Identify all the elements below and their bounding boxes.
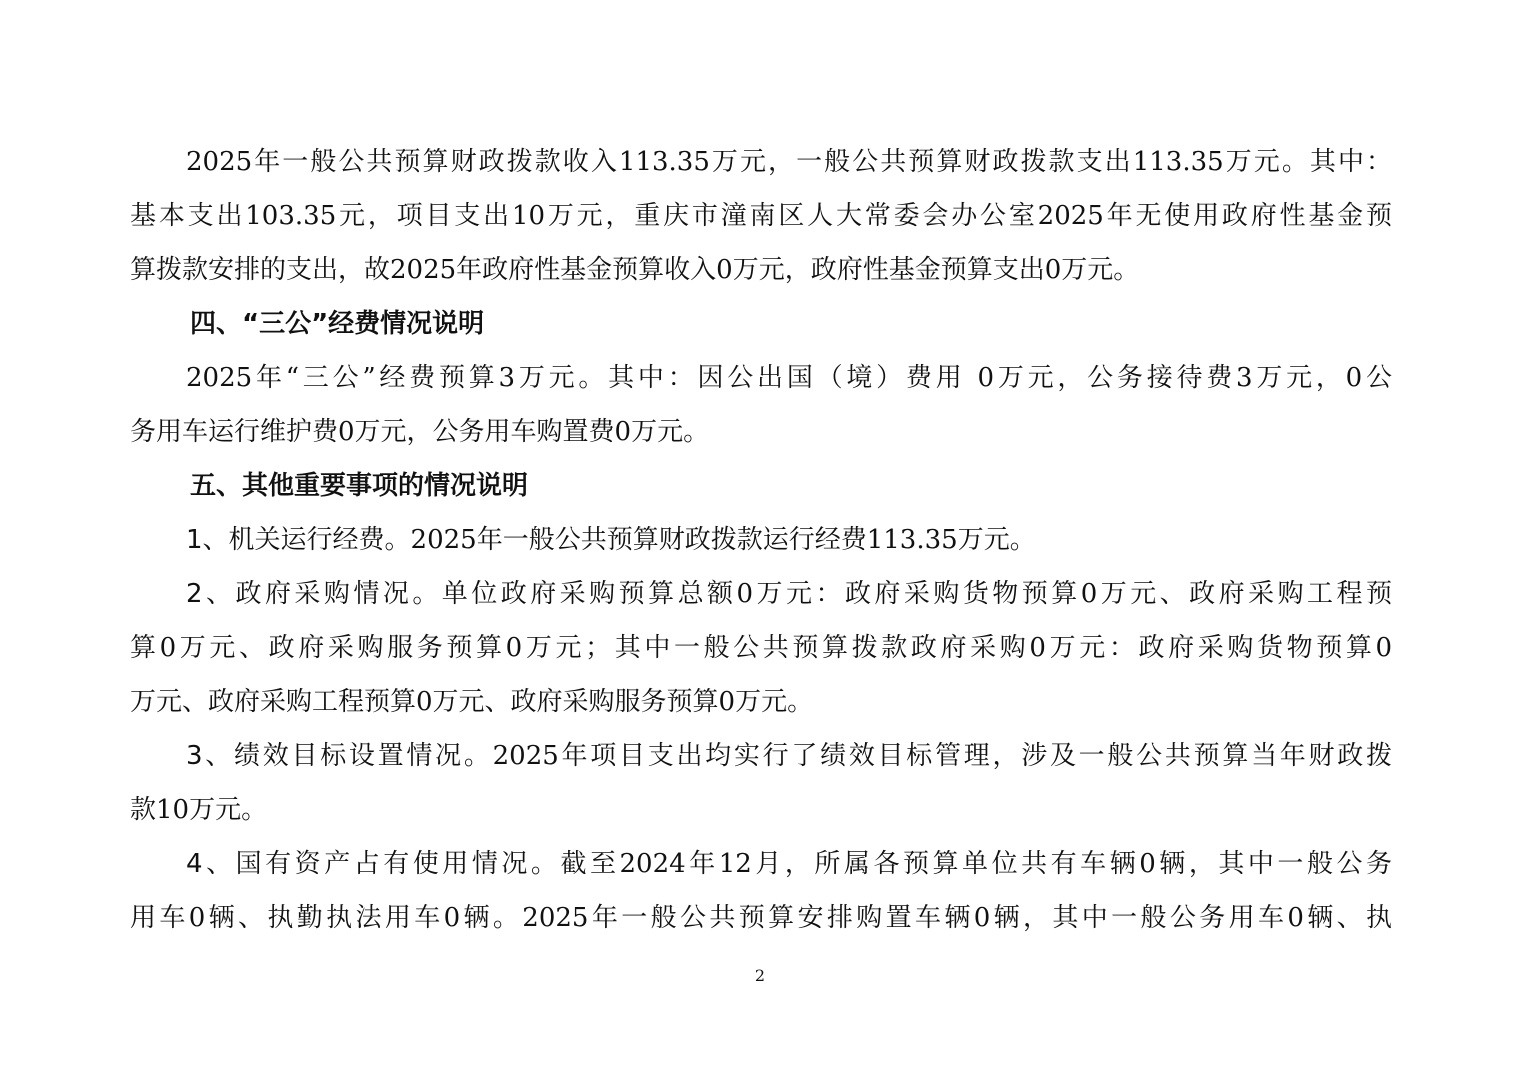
item-procurement-line-1 [186, 567, 1392, 621]
item-procurement-line-3: 万元、政府采购工程预算0万元、政府采购服务预算0万元。 [130, 687, 814, 717]
item-performance-line-2: 款10万元。 [130, 795, 268, 825]
item-assets-line-1 [186, 837, 1392, 891]
item-performance-lead: 3、绩效目标设置情况。 [186, 741, 493, 771]
item-operating-funds [186, 513, 1392, 567]
item-assets-lead: 4、国有资产占有使用情况。 [186, 849, 561, 879]
item-procurement-text: 单位政府采购预算总额0万元：政府采购货物预算0万元、政府采购工程预 [441, 579, 1392, 609]
paragraph-budget-line-1: 2025年一般公共预算财政拨款收入113.35万元，一般公共预算财政拨款支出113.35万元。其中： [186, 147, 1392, 177]
paragraph-budget-line-2: 基本支出103.35元，项目支出10万元，重庆市潼南区人大常委会办公室2025年无使用政府性基金预 [130, 201, 1392, 231]
item-performance-line-1 [186, 729, 1392, 783]
page-number: 2 [754, 966, 766, 985]
item-performance-text: 2025年项目支出均实行了绩效目标管理，涉及一般公共预算当年财政拨 [492, 741, 1392, 771]
paragraph-three-public-line-1: 2025年“三公”经费预算3万元。其中：因公出国（境）费用 0万元，公务接待费3万元，0公 [186, 363, 1392, 393]
item-operating-funds-lead: 1、机关运行经费。 [186, 525, 411, 555]
item-procurement-lead: 2、政府采购情况。 [186, 579, 442, 609]
paragraph-budget-line-3: 算拨款安排的支出，故2025年政府性基金预算收入0万元，政府性基金预算支出0万元。 [130, 255, 1140, 285]
item-assets-line-2: 用车0辆、执勤执法用车0辆。2025年一般公共预算安排购置车辆0辆，其中一般公务用车0辆、执 [130, 903, 1392, 933]
paragraph-three-public-line-2: 务用车运行维护费0万元，公务用车购置费0万元。 [130, 417, 710, 447]
section-heading-other-matters: 五、其他重要事项的情况说明 [190, 471, 529, 501]
item-assets-text: 截至2024年12月，所属各预算单位共有车辆0辆，其中一般公务 [560, 849, 1392, 879]
section-heading-three-public: 四、“三公”经费情况说明 [190, 309, 485, 339]
item-procurement-line-2: 算0万元、政府采购服务预算0万元；其中一般公共预算拨款政府采购0万元：政府采购货物预算0 [130, 633, 1392, 663]
item-operating-funds-text: 2025年一般公共预算财政拨款运行经费113.35万元。 [410, 525, 1036, 555]
